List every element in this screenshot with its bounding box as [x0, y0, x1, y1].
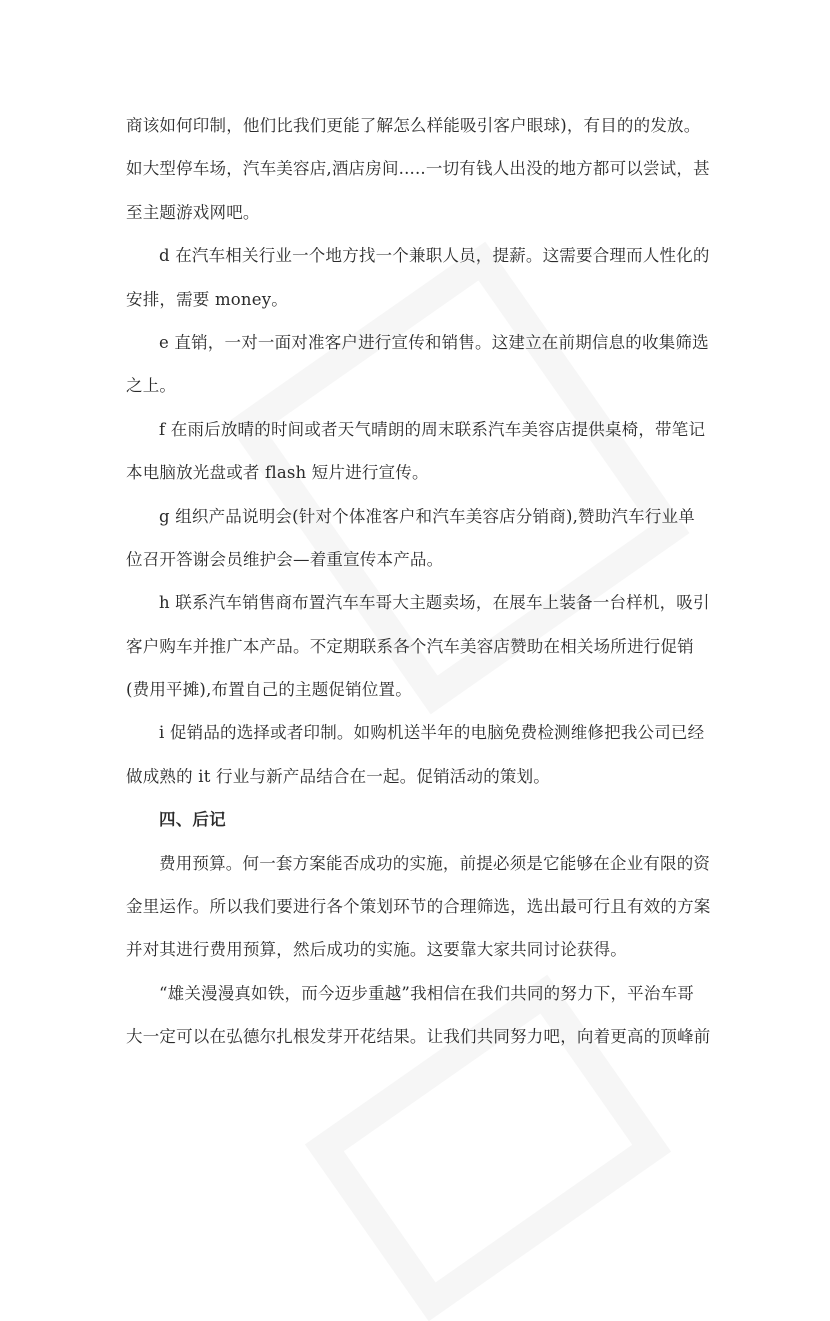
- text-line: 位召开答谢会员维护会—着重宣传本产品。: [126, 549, 444, 569]
- document-body: [126, 104, 726, 1059]
- text-line: 做成熟的 it 行业与新产品结合在一起。促销活动的策划。: [126, 766, 550, 786]
- text-line: 安排，需要 money。: [126, 289, 288, 309]
- text-line: h 联系汽车销售商布置汽车车哥大主题卖场，在展车上装备一台样机，吸引: [159, 593, 710, 613]
- text-line: f 在雨后放晴的时间或者天气晴朗的周末联系汽车美容店提供桌椅，带笔记: [159, 419, 706, 439]
- text-line: 客户购车并推广本产品。不定期联系各个汽车美容店赞助在相关场所进行促销: [126, 636, 694, 656]
- section-heading: 四、后记: [159, 810, 226, 830]
- text-line: 至主题游戏网吧。: [126, 202, 260, 222]
- text-line: e 直销，一对一面对准客户进行宣传和销售。这建立在前期信息的收集筛选: [159, 332, 709, 352]
- text-line: 商该如何印制，他们比我们更能了解怎么样能吸引客户眼球)，有目的的发放。: [126, 116, 701, 135]
- text-line: 费用预算。何一套方案能否成功的实施，前提必须是它能够在企业有限的资: [159, 853, 711, 873]
- text-line: d 在汽车相关行业一个地方找一个兼职人员，提薪。这需要合理而人性化的: [159, 246, 710, 266]
- text-line: “雄关漫漫真如铁，而今迈步重越”我相信在我们共同的努力下，平治车哥: [159, 983, 694, 1003]
- text-line: 并对其进行费用预算，然后成功的实施。这要靠大家共同讨论获得。: [126, 940, 627, 960]
- text-line: 之上。: [126, 376, 177, 396]
- text-line: 大一定可以在弘德尔扎根发芽开花结果。让我们共同努力吧，向着更高的顶峰前: [126, 1027, 711, 1047]
- text-line: 本电脑放光盘或者 flash 短片进行宣传。: [126, 463, 429, 483]
- text-line: g 组织产品说明会(针对个体准客户和汽车美容店分销商),赞助汽车行业单: [159, 506, 695, 526]
- text-line: 如大型停车场，汽车美容店,酒店房间.....一切有钱人出没的地方都可以尝试，甚: [126, 159, 710, 179]
- text-line: i 促销品的选择或者印制。如购机送半年的电脑免费检测维修把我公司已经: [159, 723, 705, 743]
- text-line: 金里运作。所以我们要进行各个策划环节的合理筛选，选出最可行且有效的方案: [126, 897, 711, 917]
- text-line: (费用平摊),布置自己的主题促销位置。: [126, 680, 412, 700]
